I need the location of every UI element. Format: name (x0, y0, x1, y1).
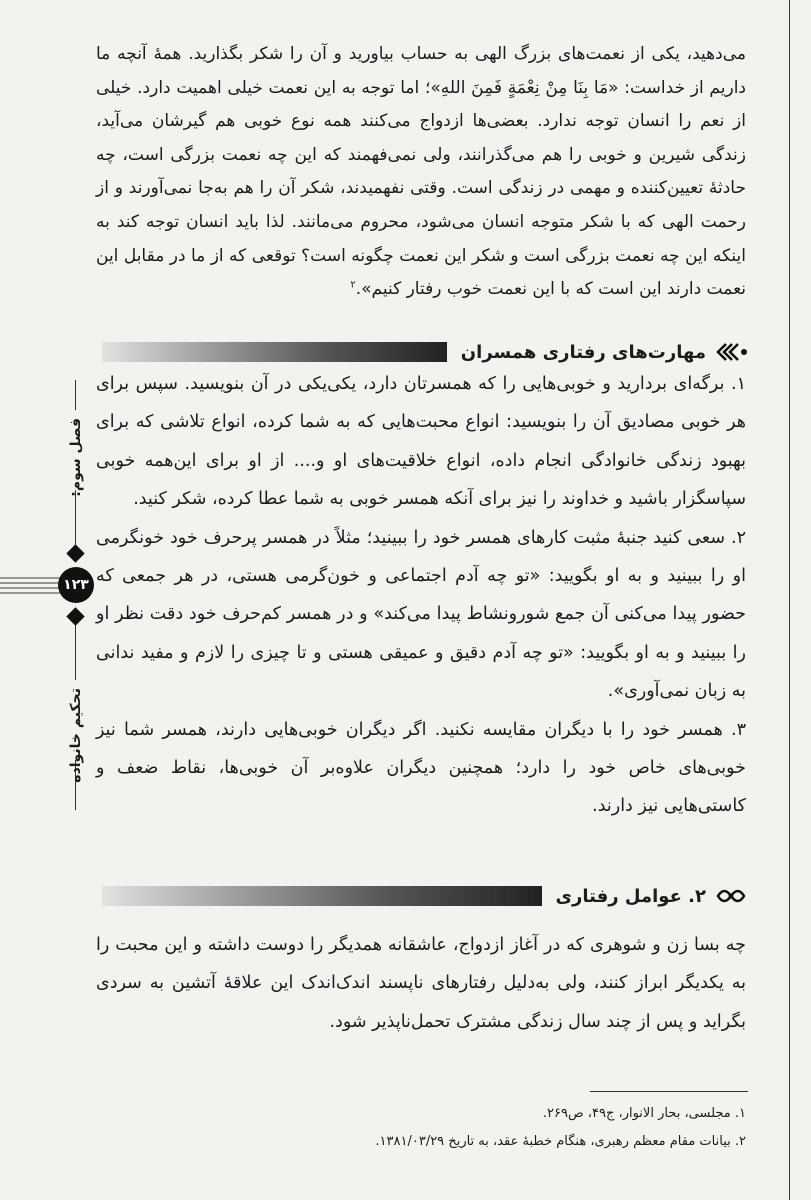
book-title: تحکیم خانواده (68, 688, 84, 783)
knot-ornament-icon (714, 884, 748, 908)
footnotes (96, 1100, 746, 1156)
intro-paragraph (96, 38, 746, 307)
ornament-icon (714, 340, 748, 364)
page-number: ۱۲۳ (63, 577, 89, 593)
list-item-1: ۱. برگه‌ای بردارید و خوبی‌هایی را که همسرتان دارد، یکی‌یکی در آن بنویسید. سپس برای هر خوبی مصادیق آن را بنویسید: انواع محبت‌هایی که به شما کرده، انواع تلاشی که برای بهبود زندگی خانوادگی انجام داده، انواع خلاقیت‌های او و.... از او برای این‌همه خوبی سپاسگزار باشید و خداوند را نیز برای آنکه همسر خوبی به شما عطا کرده، شکر کنید. (96, 374, 746, 510)
intro-text (96, 38, 746, 307)
footnote-1: ۱. مجلسی، بحار الانوار، ج۴۹، ص۲۶۹. (542, 1106, 746, 1121)
section-heading-behavioral-factors (102, 877, 748, 915)
section-heading-text: ۲. عوامل رفتاری (555, 885, 706, 907)
diamond-icon (66, 544, 84, 562)
heading-bar (102, 886, 542, 906)
footnote-marker-2[interactable]: ۲ (350, 279, 356, 291)
heading-bar (102, 342, 447, 362)
margin-rule-lower (75, 625, 76, 680)
section2-paragraph: چه بسا زن و شوهری که در آغاز ازدواج، عاشقانه همدیگر را دوست داشته و این محبت را به یکدیگر ابراز کنند، ولی به‌دلیل رفتارهای ناپسند اندک‌اندک این علاقهٔ آتشین به سردی بگراید و پس از چند سال زندگی مشترک تحمل‌ناپذیر شود. (96, 935, 746, 1032)
list-item-2: ۲. سعی کنید جنبهٔ مثبت کارهای همسر خود را ببینید؛ مثلاً در همسر پرحرف خود خونگرمی او را ببینید و به او بگویید: «تو چه آدم اجتماعی و خون‌گرمی هستی، در هر جمعی که حضور پیدا می‌کنی آن جمع شورونشاط پیدا می‌کند» و در همسر کم‌حرف خود دقت نظر او را ببینید و به او بگویید: «تو چه آدم دقیق و عمیقی هستی و تا چیزی را لازم و مفید ندانی به زبان نمی‌آوری». (96, 527, 746, 702)
stripes-decoration (0, 575, 60, 597)
diamond-icon (66, 607, 84, 625)
margin-rule-mid (75, 490, 76, 545)
margin-rule-upper (75, 380, 76, 410)
section1-body (96, 365, 746, 826)
intro-paragraph-text: می‌دهید، یکی از نعمت‌های بزرگ الهی به حساب بیاورید و آن را شکر بگذارید. همهٔ آنچه ما داریم از خداست: «مَا بِنَا مِنْ نِعْمَةٍ فَمِنَ اللهِ»؛ اما توجه به این نعمت خیلی اهمیت دارد. خیلی از نعم را انسان توجه ندارد. بعضی‌ها ازدواج می‌کنند همه نوع خوبی هم گیرشان می‌آید، زندگی شیرین و خوبی را هم می‌گذرانند، ولی نمی‌فهمند که این چه نعمت بزرگی است، چه حادثهٔ تعیین‌کننده و مهمی در زندگی است. وقتی نفهمیدند، شکر آن را هم به‌جا نمی‌آورند و از رحمت الهی که با شکر متوجه انسان می‌شود، محروم می‌مانند. لذا باید انسان توجه کند به اینکه این چه نعمت بزرگی است و شکر این نعمت چگونه است؟ توقعی که از ما در مقابل این نعمت دارند این است که با این نعمت خوب رفتار کنیم». (96, 44, 746, 300)
footnote-2: ۲. بیانات مقام معظم رهبری، هنگام خطبهٔ عقد، به تاریخ ۱۳۸۱/۰۳/۲۹. (375, 1134, 746, 1149)
margin-rule (789, 0, 790, 1200)
section2-body (96, 926, 746, 1041)
chapter-label: فصل سوم: (68, 418, 84, 497)
footnote-divider (590, 1091, 748, 1092)
list-item-3: ۳. همسر خود را با دیگران مقایسه نکنید. اگر دیگران خوبی‌هایی دارند، همسر شما نیز خوبی‌های خاص خود را دارد؛ همچنین دیگران علاوه‌بر آن خوبی‌ها، نقاط ضعف و کاستی‌هایی نیز دارند. (96, 719, 746, 817)
page-number-badge (58, 567, 94, 603)
section-heading-text: مهارت‌های رفتاری همسران (460, 341, 706, 363)
